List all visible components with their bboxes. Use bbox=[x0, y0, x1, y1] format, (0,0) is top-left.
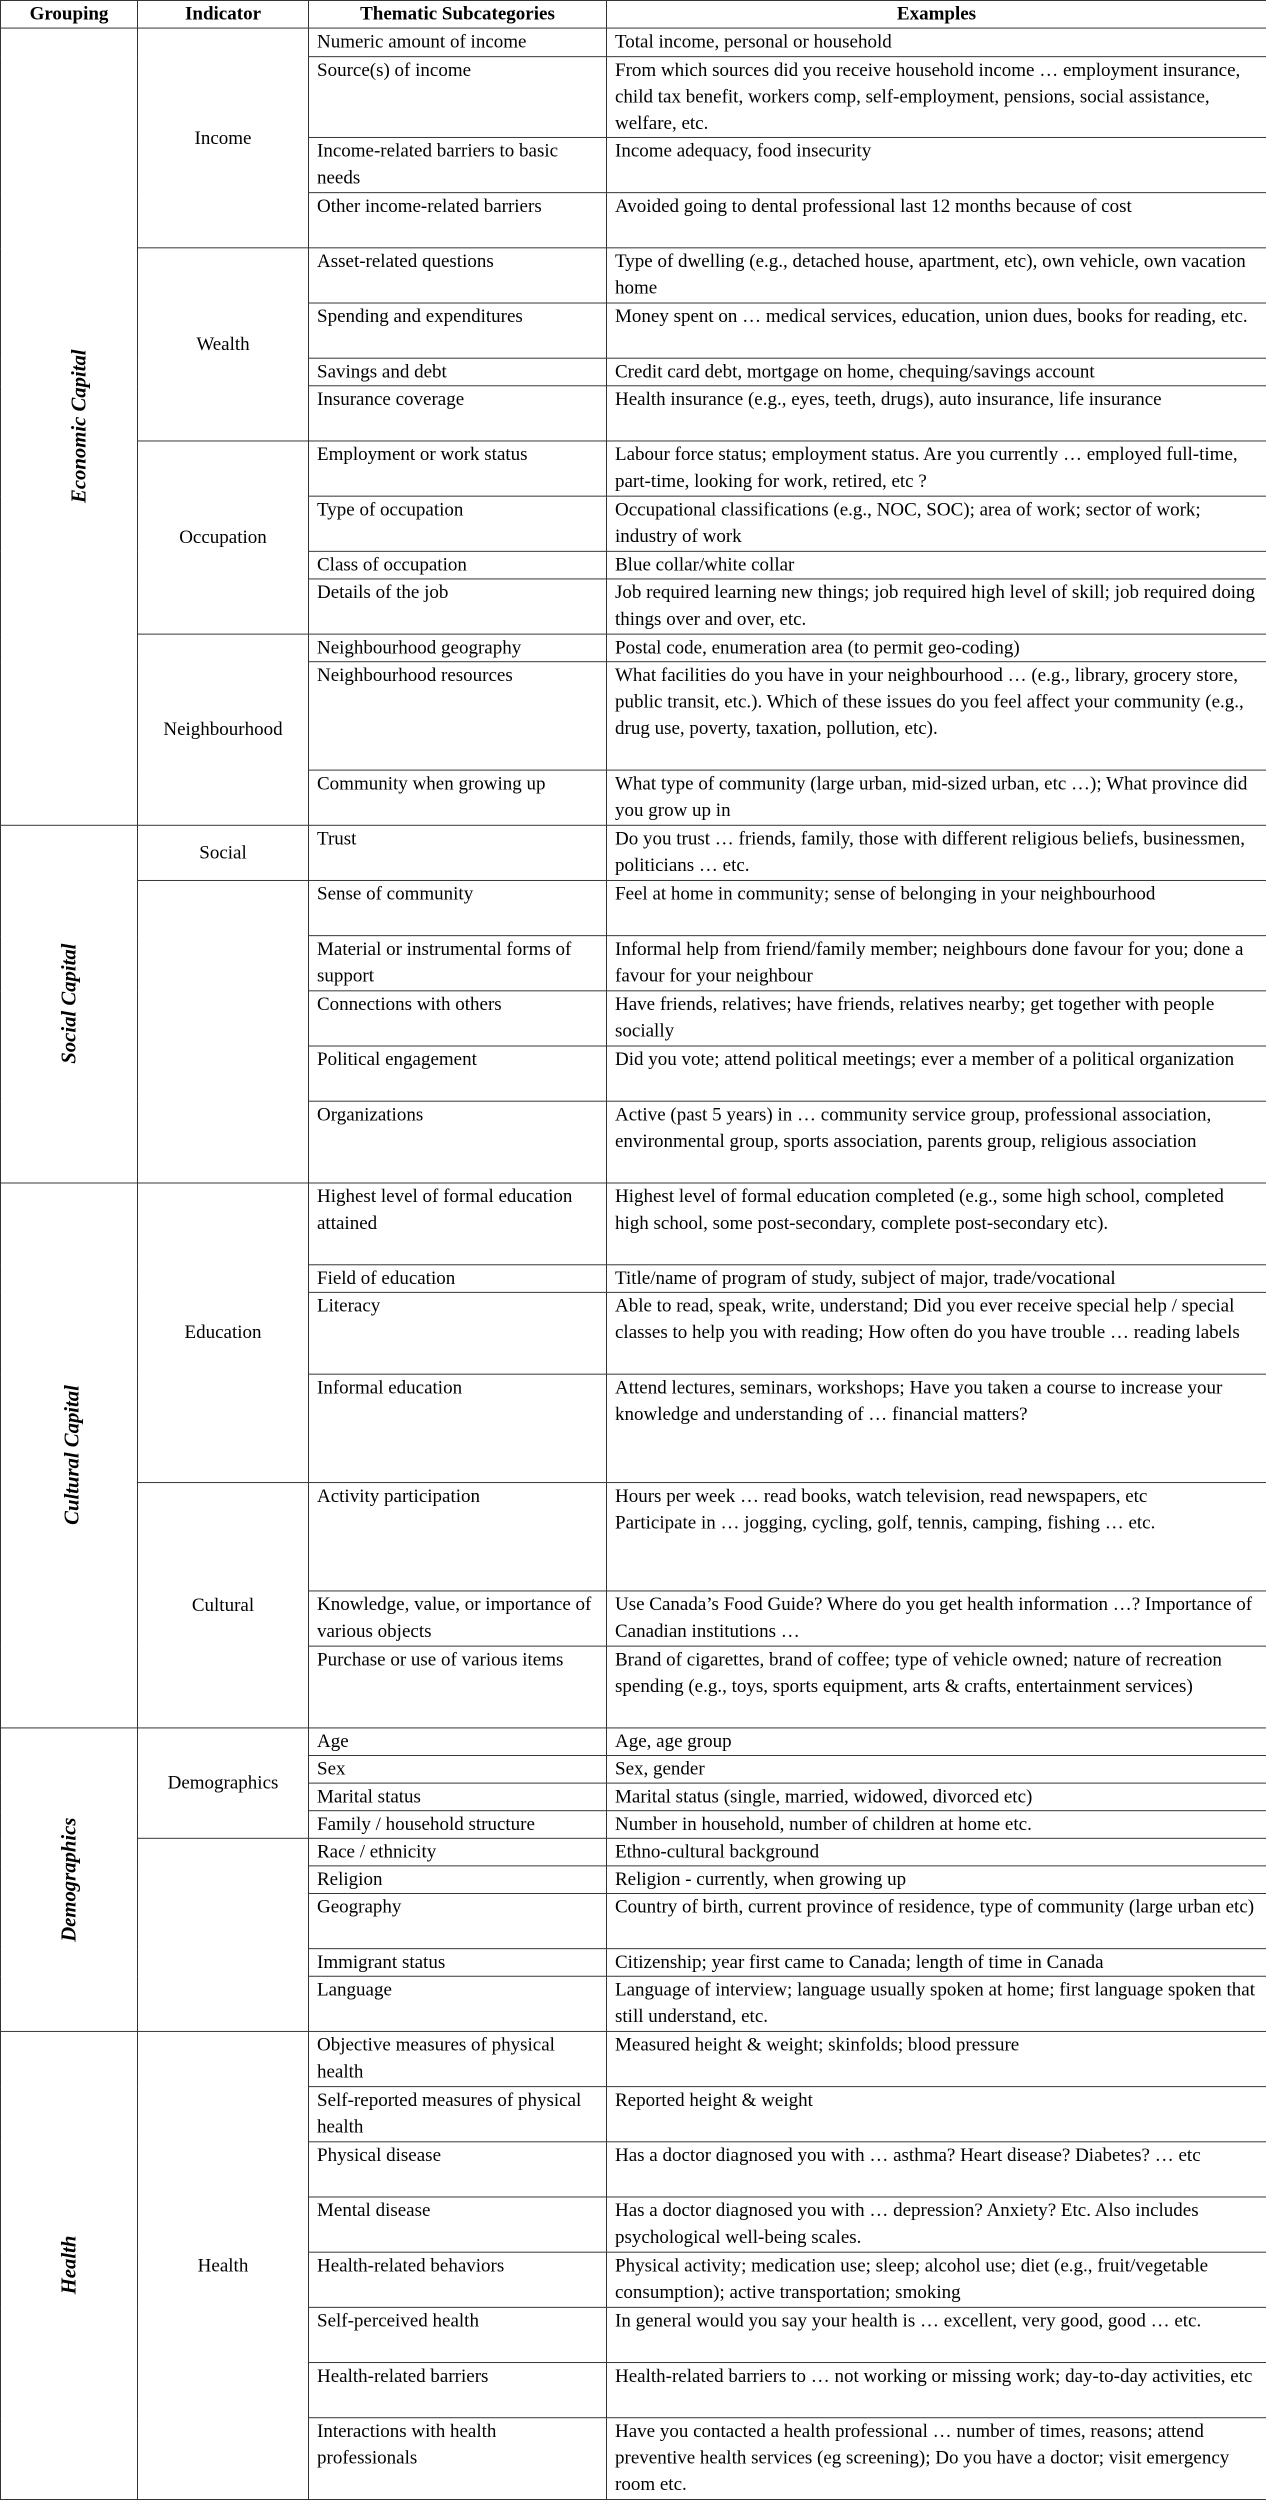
example-cell bbox=[607, 1591, 1266, 1646]
subcategory-cell: Language bbox=[309, 1976, 607, 2031]
example-cell bbox=[607, 303, 1266, 358]
example-cell bbox=[607, 1811, 1266, 1839]
indicator-cell: Wealth bbox=[138, 248, 309, 441]
table-row bbox=[1, 248, 1266, 303]
example-cell bbox=[607, 2307, 1266, 2362]
table-row bbox=[1, 880, 1266, 935]
subcategory-cell: Employment or work status bbox=[309, 441, 607, 496]
example-cell bbox=[607, 662, 1266, 770]
example-text: Use Canada’s Food Guide? Where do you get health information …? Importance of Canadian institutions … bbox=[615, 1594, 1253, 1642]
grouping-cell bbox=[1, 28, 138, 825]
table-row bbox=[1, 28, 1266, 57]
indicator-cell: Income bbox=[138, 28, 309, 248]
indicator-cell: Health bbox=[138, 2031, 309, 2499]
header-grouping: Grouping bbox=[1, 0, 138, 28]
subcategory-cell: Neighbourhood resources bbox=[309, 662, 607, 770]
example-cell bbox=[607, 1374, 1266, 1482]
example-text: Did you vote; attend political meetings; ever a member of a political organization bbox=[615, 1049, 1235, 1071]
subcategory-cell: Income-related barriers to basic needs bbox=[309, 137, 607, 192]
table-row bbox=[1, 441, 1266, 496]
example-cell bbox=[607, 991, 1266, 1046]
subcategory-cell: Numeric amount of income bbox=[309, 28, 607, 57]
subcategory-cell: Material or instrumental forms of support bbox=[309, 936, 607, 991]
grouping-label: Demographics bbox=[56, 1817, 81, 1942]
example-text: Money spent on … medical services, education, union dues, books for reading, etc. bbox=[615, 306, 1248, 328]
example-cell bbox=[607, 2418, 1266, 2500]
indicator-cell: Education bbox=[138, 1183, 309, 1483]
header-row bbox=[1, 0, 1266, 28]
grouping-label: Health bbox=[56, 2235, 81, 2295]
example-cell bbox=[607, 1101, 1266, 1183]
subcategory-cell: Sex bbox=[309, 1756, 607, 1784]
subcategory-cell: Purchase or use of various items bbox=[309, 1646, 607, 1728]
example-cell bbox=[607, 1893, 1266, 1948]
example-text: From which sources did you receive household income … employment insurance, child tax benefit, workers comp, self-employment, pensions, social assistance, welfare, etc. bbox=[615, 60, 1241, 135]
example-text: Language of interview; language usually spoken at home; first language spoken that still understand, etc. bbox=[615, 1979, 1256, 2028]
example-text: Total income, personal or household bbox=[615, 31, 892, 53]
subcategory-cell: Insurance coverage bbox=[309, 386, 607, 441]
grouping-cell bbox=[1, 1728, 138, 2032]
example-cell bbox=[607, 1046, 1266, 1101]
subcategory-cell: Objective measures of physical health bbox=[309, 2031, 607, 2086]
example-text: Ethno-cultural background bbox=[615, 1841, 820, 1863]
example-cell bbox=[607, 1949, 1266, 1977]
example-text: Physical activity; medication use; sleep; alcohol use; diet (e.g., fruit/vegetable consumption); active transportation; smoking bbox=[615, 2255, 1209, 2303]
example-text: Active (past 5 years) in … community service group, professional association, environmental group, sports association, parents group, religious association bbox=[615, 1104, 1212, 1152]
subcategory-cell: Knowledge, value, or importance of various objects bbox=[309, 1591, 607, 1646]
example-cell bbox=[607, 1183, 1266, 1265]
subcategory-cell: Activity participation bbox=[309, 1483, 607, 1591]
example-cell bbox=[607, 551, 1266, 579]
indicator-cell: Occupation bbox=[138, 441, 309, 634]
subcategory-cell: Neighbourhood geography bbox=[309, 634, 607, 662]
example-text: In general would you say your health is … excellent, very good, good … etc. bbox=[615, 2310, 1202, 2332]
subcategory-cell: Self-perceived health bbox=[309, 2307, 607, 2362]
subcategory-cell: Details of the job bbox=[309, 579, 607, 634]
subcategory-cell: Health-related barriers bbox=[309, 2363, 607, 2418]
subcategory-cell: Sense of community bbox=[309, 880, 607, 935]
example-text: Hours per week … read books, watch television, read newspapers, etc bbox=[615, 1486, 1148, 1507]
subcategory-cell: Spending and expenditures bbox=[309, 303, 607, 358]
example-text: Blue collar/white collar bbox=[615, 554, 795, 576]
example-cell bbox=[607, 1976, 1266, 2031]
example-cell bbox=[607, 770, 1266, 825]
example-text: Health-related barriers to … not working or missing work; day-to-day activities, etc bbox=[615, 2365, 1253, 2387]
subcategory-cell: Physical disease bbox=[309, 2142, 607, 2197]
example-text: Country of birth, current province of residence, type of community (large urban etc) bbox=[615, 1896, 1255, 1918]
example-text: Type of dwelling (e.g., detached house, apartment, etc), own vehicle, own vacation home bbox=[615, 251, 1246, 299]
subcategory-cell: Religion bbox=[309, 1866, 607, 1894]
example-cell bbox=[607, 1728, 1266, 1756]
example-cell bbox=[607, 1646, 1266, 1728]
subcategory-cell: Class of occupation bbox=[309, 551, 607, 579]
example-text: Brand of cigarettes, brand of coffee; type of vehicle owned; nature of recreation spending (e.g., toys, sports equipment, arts & crafts, entertainment services) bbox=[615, 1649, 1222, 1697]
grouping-cell bbox=[1, 2031, 138, 2499]
grouping-label: Economic Capital bbox=[66, 349, 91, 503]
indicator-cell bbox=[138, 880, 309, 1183]
example-text: Feel at home in community; sense of belonging in your neighbourhood bbox=[615, 883, 1156, 905]
example-text: Citizenship; year first came to Canada; length of time in Canada bbox=[615, 1952, 1104, 1973]
example-text: Marital status (single, married, widowed, divorced etc) bbox=[615, 1786, 1033, 1808]
subcategory-cell: Asset-related questions bbox=[309, 248, 607, 303]
example-text: What type of community (large urban, mid-sized urban, etc …); What province did you grow up in bbox=[615, 773, 1248, 821]
example-cell bbox=[607, 137, 1266, 192]
grouping-label: Social Capital bbox=[56, 943, 81, 1064]
subcategory-cell: Age bbox=[309, 1728, 607, 1756]
example-text: Attend lectures, seminars, workshops; Have you taken a course to increase your knowledge and understanding of … financial matters? bbox=[615, 1377, 1223, 1425]
indicator-cell: Social bbox=[138, 825, 309, 880]
example-text: Has a doctor diagnosed you with … asthma? Heart disease? Diabetes? … etc bbox=[615, 2145, 1201, 2166]
table-row bbox=[1, 1838, 1266, 1866]
grouping-cell bbox=[1, 1183, 138, 1728]
example-cell bbox=[607, 496, 1266, 551]
example-cell bbox=[607, 2031, 1266, 2086]
example-cell bbox=[607, 2142, 1266, 2197]
example-text: Has a doctor diagnosed you with … depression? Anxiety? Etc. Also includes psychological well-being scales. bbox=[615, 2200, 1199, 2248]
example-cell bbox=[607, 1783, 1266, 1811]
header-examples: Examples bbox=[607, 0, 1266, 28]
example-cell bbox=[607, 825, 1266, 880]
subcategory-cell: Connections with others bbox=[309, 991, 607, 1046]
example-text: Highest level of formal education completed (e.g., some high school, completed high school, some post-secondary, complete post-secondary etc). bbox=[615, 1186, 1224, 1234]
example-text: Occupational classifications (e.g., NOC, SOC); area of work; sector of work; industry of work bbox=[615, 499, 1201, 547]
subcategory-cell: Type of occupation bbox=[309, 496, 607, 551]
example-text: Income adequacy, food insecurity bbox=[615, 140, 872, 162]
indicator-cell: Cultural bbox=[138, 1483, 309, 1728]
subcategory-cell: Savings and debt bbox=[309, 358, 607, 386]
example-cell bbox=[607, 634, 1266, 662]
subcategory-cell: Interactions with health professionals bbox=[309, 2418, 607, 2500]
subcategory-cell: Immigrant status bbox=[309, 1949, 607, 1977]
subcategory-cell: Geography bbox=[309, 1893, 607, 1948]
subcategory-cell: Family / household structure bbox=[309, 1811, 607, 1839]
example-text: Job required learning new things; job required high level of skill; job required doing things over and over, etc. bbox=[615, 582, 1256, 630]
example-cell bbox=[607, 2252, 1266, 2307]
header-subcategories: Thematic Subcategories bbox=[309, 0, 607, 28]
example-cell bbox=[607, 936, 1266, 991]
indicator-cell: Demographics bbox=[138, 1728, 309, 1838]
table-body bbox=[1, 28, 1266, 2499]
subcategory-cell: Highest level of formal education attained bbox=[309, 1183, 607, 1265]
example-cell bbox=[607, 1292, 1266, 1374]
table-row bbox=[1, 634, 1266, 662]
example-cell bbox=[607, 1265, 1266, 1293]
example-cell bbox=[607, 1866, 1266, 1894]
example-cell bbox=[607, 28, 1266, 57]
example-text: Labour force status; employment status. Are you currently … employed full-time, part-time, looking for work, retired, etc ? bbox=[615, 444, 1238, 492]
example-cell bbox=[607, 358, 1266, 386]
example-cell bbox=[607, 1756, 1266, 1784]
indicator-cell: Neighbourhood bbox=[138, 634, 309, 825]
example-text: Credit card debt, mortgage on home, chequing/savings account bbox=[615, 361, 1095, 383]
example-text: Have friends, relatives; have friends, relatives nearby; get together with people socially bbox=[615, 994, 1215, 1042]
subcategory-cell: Field of education bbox=[309, 1265, 607, 1293]
table-row bbox=[1, 1183, 1266, 1265]
example-text: Title/name of program of study, subject of major, trade/vocational bbox=[615, 1268, 1116, 1289]
example-cell bbox=[607, 248, 1266, 303]
indicator-cell bbox=[138, 1838, 309, 2031]
subcategory-cell: Source(s) of income bbox=[309, 57, 607, 138]
grouping-label: Cultural Capital bbox=[59, 1385, 84, 1525]
subcategory-cell: Race / ethnicity bbox=[309, 1838, 607, 1866]
example-text-continued: Participate in … jogging, cycling, golf, tennis, camping, fishing … etc. bbox=[615, 1512, 1156, 1534]
grouping-cell bbox=[1, 825, 138, 1183]
table-row bbox=[1, 2031, 1266, 2086]
subcategory-cell: Health-related behaviors bbox=[309, 2252, 607, 2307]
example-cell bbox=[607, 193, 1266, 248]
example-text: Have you contacted a health professional … number of times, reasons; attend preventive health services (eg screening); Do you have a doctor; visit emergency room etc. bbox=[615, 2421, 1230, 2496]
subcategory-cell: Literacy bbox=[309, 1292, 607, 1374]
example-text: Number in household, number of children at home etc. bbox=[615, 1814, 1032, 1835]
example-text: Sex, gender bbox=[615, 1758, 705, 1780]
example-text: Reported height & weight bbox=[615, 2090, 813, 2111]
example-cell bbox=[607, 1483, 1266, 1591]
example-text: Religion - currently, when growing up bbox=[615, 1869, 907, 1891]
example-text: Age, age group bbox=[615, 1731, 732, 1753]
example-text: Measured height & weight; skinfolds; blood pressure bbox=[615, 2034, 1020, 2056]
example-text: What facilities do you have in your neighbourhood … (e.g., library, grocery store, public transit, etc.). Which of these issues do you feel affect your community (e.g., drug use, poverty, taxation, pollution, etc). bbox=[615, 665, 1244, 740]
example-cell bbox=[607, 579, 1266, 634]
subcategory-cell: Self-reported measures of physical health bbox=[309, 2087, 607, 2142]
header-indicator: Indicator bbox=[138, 0, 309, 28]
example-cell bbox=[607, 386, 1266, 441]
example-cell bbox=[607, 880, 1266, 935]
example-cell bbox=[607, 57, 1266, 138]
example-cell bbox=[607, 441, 1266, 496]
example-cell bbox=[607, 1838, 1266, 1866]
subcategory-cell: Marital status bbox=[309, 1783, 607, 1811]
example-text: Health insurance (e.g., eyes, teeth, drugs), auto insurance, life insurance bbox=[615, 389, 1162, 410]
example-text: Postal code, enumeration area (to permit geo-coding) bbox=[615, 637, 1020, 659]
subcategory-cell: Trust bbox=[309, 825, 607, 880]
subcategory-cell: Community when growing up bbox=[309, 770, 607, 825]
example-text: Do you trust … friends, family, those with different religious beliefs, businessmen, politicians … etc. bbox=[615, 828, 1246, 877]
example-text: Informal help from friend/family member; neighbours done favour for you; done a favour for your neighbour bbox=[615, 939, 1244, 987]
subcategory-cell: Informal education bbox=[309, 1374, 607, 1482]
example-cell bbox=[607, 2087, 1266, 2142]
example-cell bbox=[607, 2363, 1266, 2418]
subcategory-cell: Mental disease bbox=[309, 2197, 607, 2252]
table-row bbox=[1, 825, 1266, 880]
subcategory-cell: Political engagement bbox=[309, 1046, 607, 1101]
table-row bbox=[1, 1728, 1266, 1756]
subcategory-cell: Other income-related barriers bbox=[309, 193, 607, 248]
example-text: Avoided going to dental professional last 12 months because of cost bbox=[615, 196, 1132, 217]
subcategory-cell: Organizations bbox=[309, 1101, 607, 1183]
example-cell bbox=[607, 2197, 1266, 2252]
example-text: Able to read, speak, write, understand; Did you ever receive special help / special classes to help you with reading; How often do you have trouble … reading labels bbox=[615, 1295, 1240, 1344]
table-row bbox=[1, 1483, 1266, 1591]
